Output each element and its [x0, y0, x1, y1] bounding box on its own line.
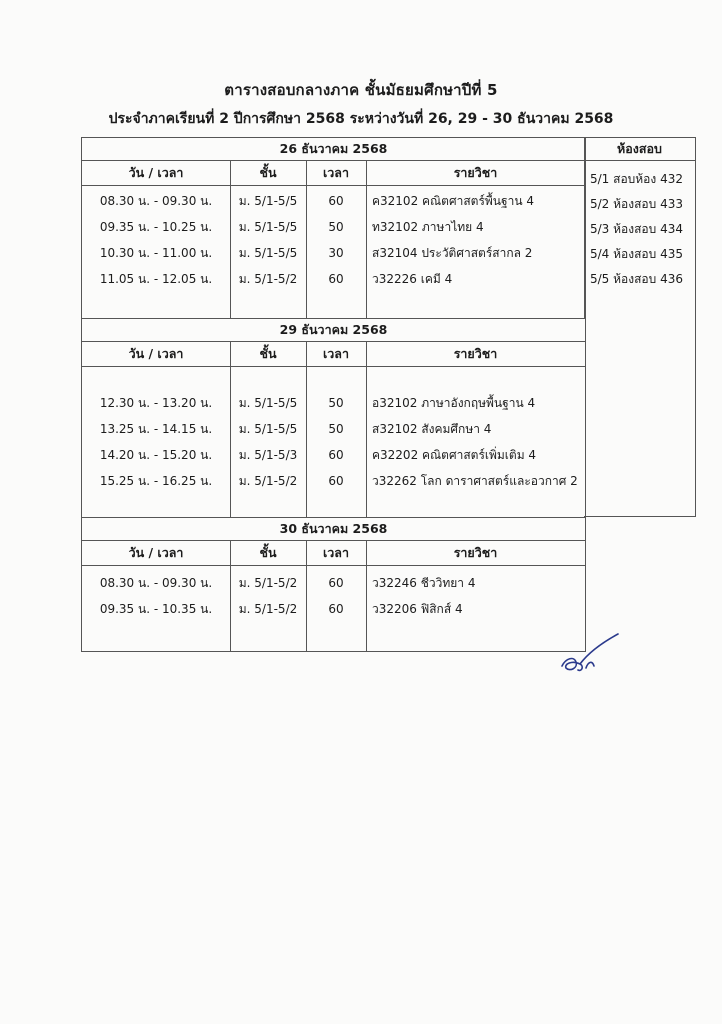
subject-cell: ว32226 เคมี 4: [372, 272, 453, 286]
column-header-grade: ชั้น: [259, 165, 277, 180]
table-row: [82, 391, 585, 415]
day-header: 26 ธันวาคม 2568: [82, 138, 585, 161]
column-divider: [366, 342, 367, 517]
table-row: [82, 417, 585, 441]
column-divider: [230, 161, 231, 318]
grade-cell: ม. 5/1-5/3: [238, 448, 298, 462]
time-cell: 09.35 น. - 10.25 น.: [99, 220, 213, 234]
duration-cell: 30: [328, 246, 344, 260]
column-divider: [306, 342, 307, 517]
table-row: [82, 215, 585, 239]
rooms-header: ห้องสอบ: [584, 138, 695, 161]
column-divider: [306, 541, 307, 651]
time-cell: 10.30 น. - 11.00 น.: [99, 246, 213, 260]
time-cell: 15.25 น. - 16.25 น.: [99, 474, 213, 488]
column-header-subject: รายวิชา: [453, 165, 498, 180]
duration-cell: 60: [328, 448, 344, 462]
column-header-subject: รายวิชา: [453, 346, 498, 361]
column-header-time: วัน / เวลา: [128, 346, 184, 361]
duration-cell: 50: [328, 396, 344, 410]
column-header-time: วัน / เวลา: [128, 545, 184, 560]
grade-cell: ม. 5/1-5/2: [238, 602, 298, 616]
room-item: 5/2 ห้องสอบ 433: [590, 197, 683, 211]
subject-cell: ท32102 ภาษาไทย 4: [372, 220, 484, 234]
grade-cell: ม. 5/1-5/2: [238, 474, 298, 488]
subject-cell: ว32262 โลก ดาราศาสตร์และอวกาศ 2: [372, 474, 578, 488]
column-header-duration: เวลา: [323, 165, 349, 180]
column-header-duration: เวลา: [323, 346, 349, 361]
day-header: 30 ธันวาคม 2568: [82, 517, 585, 541]
column-header-subject: รายวิชา: [453, 545, 498, 560]
column-divider: [366, 541, 367, 651]
exam-rooms-panel: [584, 137, 696, 517]
grade-cell: ม. 5/1-5/2: [238, 576, 298, 590]
column-divider: [230, 541, 231, 651]
time-cell: 08.30 น. - 09.30 น.: [99, 194, 213, 208]
grade-cell: ม. 5/1-5/5: [238, 220, 298, 234]
column-header-time: วัน / เวลา: [128, 165, 184, 180]
grade-cell: ม. 5/1-5/5: [238, 246, 298, 260]
column-header-grade: ชั้น: [259, 545, 277, 560]
duration-cell: 60: [328, 272, 344, 286]
column-header-grade: ชั้น: [259, 346, 277, 361]
subject-cell: ค32202 คณิตศาสตร์เพิ่มเติม 4: [372, 448, 537, 462]
grade-cell: ม. 5/1-5/2: [238, 272, 298, 286]
time-cell: 08.30 น. - 09.30 น.: [99, 576, 213, 590]
table-row: [82, 597, 585, 621]
duration-cell: 50: [328, 220, 344, 234]
table-row: [82, 443, 585, 467]
document-subtitle: ประจำภาคเรียนที่ 2 ปีการศึกษา 2568 ระหว่างวันที่ 26, 29 - 30 ธันวาคม 2568: [108, 111, 614, 127]
exam-schedule-table: [81, 137, 586, 652]
subject-cell: ส32104 ประวัติศาสตร์สากล 2: [372, 246, 533, 260]
time-cell: 11.05 น. - 12.05 น.: [99, 272, 213, 286]
subject-cell: ว32206 ฟิสิกส์ 4: [372, 602, 463, 616]
time-cell: 12.30 น. - 13.20 น.: [99, 396, 213, 410]
signature: [556, 630, 626, 678]
table-row: [82, 469, 585, 493]
room-item: 5/1 สอบห้อง 432: [590, 172, 683, 186]
grade-cell: ม. 5/1-5/5: [238, 194, 298, 208]
duration-cell: 60: [328, 474, 344, 488]
column-header-row: [82, 541, 585, 566]
duration-cell: 50: [328, 422, 344, 436]
time-cell: 14.20 น. - 15.20 น.: [99, 448, 213, 462]
time-cell: 09.35 น. - 10.35 น.: [99, 602, 213, 616]
column-divider: [306, 161, 307, 318]
subject-cell: อ32102 ภาษาอังกฤษพื้นฐาน 4: [372, 396, 536, 410]
document-title: ตารางสอบกลางภาค ชั้นมัธยมศึกษาปีที่ 5: [224, 81, 498, 99]
column-header-duration: เวลา: [323, 545, 349, 560]
room-item: 5/3 ห้องสอบ 434: [590, 222, 683, 236]
duration-cell: 60: [328, 602, 344, 616]
table-row: [82, 571, 585, 595]
duration-cell: 60: [328, 194, 344, 208]
grade-cell: ม. 5/1-5/5: [238, 422, 298, 436]
column-divider: [366, 161, 367, 318]
subject-cell: ค32102 คณิตศาสตร์พื้นฐาน 4: [372, 194, 535, 208]
subject-cell: ส32102 สังคมศึกษา 4: [372, 422, 492, 436]
room-item: 5/5 ห้องสอบ 436: [590, 272, 683, 286]
grade-cell: ม. 5/1-5/5: [238, 396, 298, 410]
duration-cell: 60: [328, 576, 344, 590]
column-divider: [230, 342, 231, 517]
table-row: [82, 189, 585, 213]
column-header-row: [82, 342, 585, 367]
column-header-row: [82, 161, 585, 186]
day-header: 29 ธันวาคม 2568: [82, 318, 585, 342]
room-item: 5/4 ห้องสอบ 435: [590, 247, 683, 261]
time-cell: 13.25 น. - 14.15 น.: [99, 422, 213, 436]
table-row: [82, 267, 585, 291]
table-row: [82, 241, 585, 265]
subject-cell: ว32246 ชีววิทยา 4: [372, 576, 476, 590]
